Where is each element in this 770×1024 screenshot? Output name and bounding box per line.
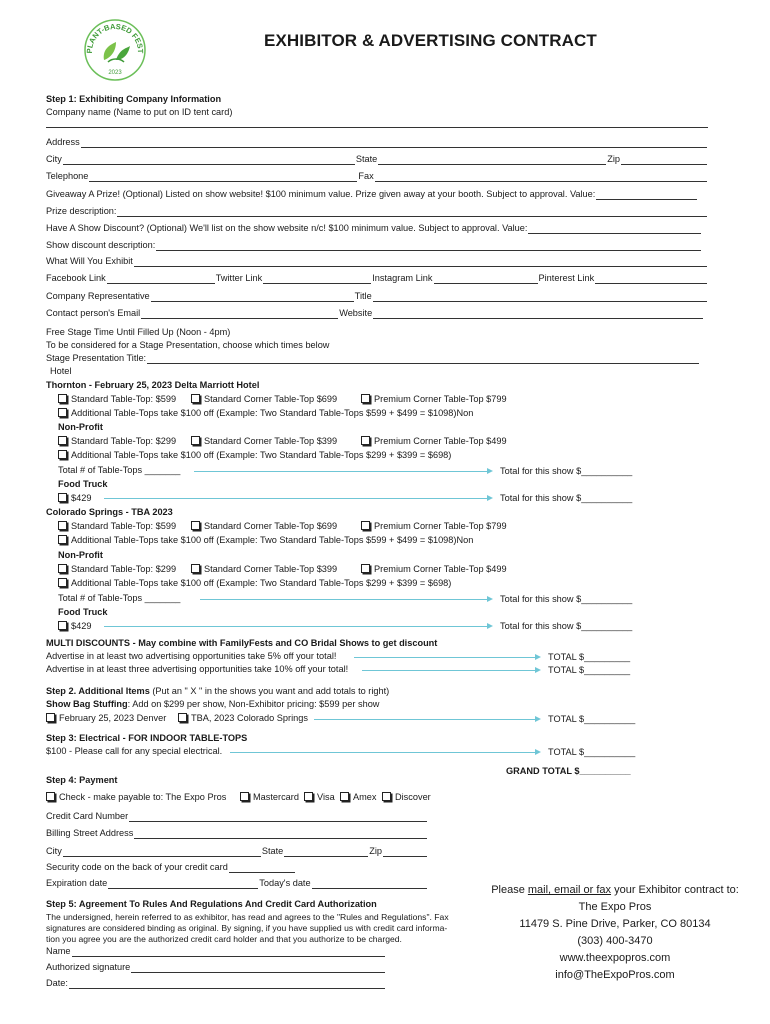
- payment-city-label: City: [46, 846, 62, 856]
- option-label: Premium Corner Table-Top $799: [374, 521, 507, 531]
- show2-food-truck-heading: Food Truck: [58, 607, 108, 617]
- checkbox-icon[interactable]: [58, 450, 67, 459]
- option-label: Standard Table-Top: $299: [71, 436, 177, 446]
- email-field[interactable]: [141, 309, 338, 319]
- discount-desc-label: Show discount description:: [46, 240, 156, 250]
- show1-np-premium-option[interactable]: [361, 436, 507, 447]
- show2-nonprofit-heading: Non-Profit: [58, 550, 103, 560]
- option-label: Visa: [317, 792, 335, 802]
- signature-row: [46, 962, 386, 973]
- show2-additional-option[interactable]: [58, 535, 473, 546]
- website-field[interactable]: [373, 309, 703, 319]
- checkbox-icon[interactable]: [304, 792, 313, 801]
- option-label: Standard Corner Table-Top $699: [204, 521, 338, 531]
- arrow-icon: [200, 599, 488, 600]
- payment-zip-field[interactable]: [383, 847, 427, 857]
- giveaway-label: Giveaway A Prize! (Optional) Listed on show website! $100 minimum value. Prize given away at your booth. Subject to approval. Value:: [46, 189, 596, 199]
- rep-title-label: Title: [354, 291, 372, 301]
- security-row: [46, 862, 296, 873]
- rep-label: Company Representative: [46, 291, 150, 301]
- logo-year: 2023: [108, 70, 122, 76]
- arrow-icon: [354, 657, 536, 658]
- expiration-label: Expiration date: [46, 878, 108, 888]
- show2-food-total[interactable]: Total for this show $__________: [500, 621, 633, 631]
- discount-desc-field[interactable]: [156, 241, 701, 251]
- giveaway-value-field[interactable]: [596, 190, 697, 200]
- pay-discover-option[interactable]: [382, 792, 431, 803]
- option-label: Amex: [353, 792, 377, 802]
- instagram-field[interactable]: [434, 274, 538, 284]
- prize-desc-row: [46, 206, 708, 217]
- twitter-field[interactable]: [263, 274, 371, 284]
- bag-stuffing-bold: Show Bag Stuffing: [46, 699, 128, 709]
- discount-row: [46, 223, 702, 234]
- rep-title-field[interactable]: [373, 292, 707, 302]
- billing-label: Billing Street Address: [46, 828, 134, 838]
- email-row: [46, 308, 704, 319]
- show1-np-std-option[interactable]: [58, 436, 176, 447]
- arrow-icon: [104, 498, 488, 499]
- prize-desc-label: Prize description:: [46, 206, 117, 216]
- option-label: Check - make payable to: The Expo Pros: [59, 792, 227, 802]
- multi-three: Advertise in at least three advertising opportunities take 10% off your total!: [46, 664, 349, 674]
- stage-title-field[interactable]: [147, 354, 699, 364]
- contact-phone: (303) 400-3470: [577, 935, 653, 947]
- checkbox-icon[interactable]: [361, 436, 370, 445]
- payment-zip-label: Zip: [369, 846, 383, 856]
- security-label: Security code on the back of your credit card: [46, 862, 228, 872]
- show1-premium-option[interactable]: [361, 394, 507, 405]
- contact-address: 11479 S. Pine Drive, Parker, CO 80134: [519, 918, 711, 930]
- step2-heading: [46, 686, 389, 697]
- fax-label: Fax: [358, 171, 374, 181]
- logo-top-text: PLANT-BASED FEST: [84, 21, 146, 54]
- pay-mastercard-option[interactable]: [240, 792, 299, 803]
- show1-additional-option[interactable]: [58, 408, 473, 419]
- city-label: City: [46, 154, 62, 164]
- arrow-icon: [194, 471, 488, 472]
- contact-please: Please: [491, 884, 528, 896]
- show2-heading: Colorado Springs - TBA 2023: [46, 507, 173, 517]
- option-label: Additional Table-Tops take $100 off (Example: Two Standard Table-Tops $599 + $499 = $1098)Non: [71, 408, 474, 418]
- grand-total[interactable]: GRAND TOTAL $__________: [506, 766, 631, 776]
- checkbox-icon[interactable]: [361, 394, 370, 403]
- pinterest-field[interactable]: [595, 274, 707, 284]
- multi-heading: MULTI DISCOUNTS - May combine with FamilyFests and CO Bridal Shows to get discount: [46, 638, 438, 648]
- option-label: Additional Table-Tops take $100 off (Example: Two Standard Table-Tops $599 + $499 = $1098)Non: [71, 535, 474, 545]
- stage-title-label: Stage Presentation Title:: [46, 353, 147, 363]
- address-label: Address: [46, 137, 80, 147]
- cc-number-label: Credit Card Number: [46, 811, 129, 821]
- signature-label: Authorized signature: [46, 962, 131, 972]
- step2-total[interactable]: TOTAL $__________: [548, 714, 636, 724]
- multi-total-2[interactable]: TOTAL $_________: [548, 665, 631, 675]
- billing-field[interactable]: [134, 829, 427, 839]
- date-row: [46, 978, 386, 989]
- telephone-row: [46, 171, 708, 182]
- website-label: Website: [339, 308, 373, 318]
- option-label: Additional Table-Tops take $100 off (Example: Two Standard Table-Tops $299 + $399 = $698): [71, 450, 452, 460]
- security-field[interactable]: [229, 863, 295, 873]
- company-name-label: Company name (Name to put on ID tent card): [46, 107, 233, 117]
- agreement-line-2: signatures are considered binding as original. By signing, if you have supplied us with credit card informa-: [46, 923, 448, 933]
- option-label: Premium Corner Table-Top $799: [374, 394, 507, 404]
- stage-title-row: [46, 353, 700, 364]
- rep-row: [46, 291, 708, 302]
- checkbox-icon[interactable]: [191, 564, 200, 573]
- contact-methods-link[interactable]: mail, email or fax: [527, 884, 612, 896]
- electrical-line: $100 - Please call for any special electrical.: [46, 746, 223, 756]
- contact-block: [470, 882, 760, 984]
- option-label: Additional Table-Tops take $100 off (Example: Two Standard Table-Tops $299 + $399 = $698): [71, 578, 452, 588]
- fax-field[interactable]: [375, 172, 707, 182]
- checkbox-icon[interactable]: [382, 792, 391, 801]
- option-label: Standard Table-Top: $599: [71, 521, 177, 531]
- telephone-field[interactable]: [89, 172, 357, 182]
- social-row: [46, 273, 708, 284]
- email-label: Contact person's Email: [46, 308, 141, 318]
- stage-line-2: To be considered for a Stage Presentation, choose which times below: [46, 340, 330, 350]
- show1-np-additional-option[interactable]: [58, 450, 451, 461]
- address-field[interactable]: [81, 138, 707, 148]
- multi-total-1[interactable]: TOTAL $_________: [548, 652, 631, 662]
- city-field[interactable]: [63, 155, 355, 165]
- company-name-field[interactable]: [46, 127, 708, 128]
- show2-np-corner-option[interactable]: [191, 564, 337, 575]
- cc-number-row: [46, 811, 428, 822]
- show2-std-option[interactable]: [58, 521, 176, 532]
- checkbox-icon[interactable]: [191, 521, 200, 530]
- bag-option-denver[interactable]: [46, 713, 166, 724]
- show1-corner-option[interactable]: [191, 394, 337, 405]
- date-field[interactable]: [69, 979, 385, 989]
- zip-field[interactable]: [621, 155, 707, 165]
- checkbox-icon[interactable]: [361, 521, 370, 530]
- today-field[interactable]: [312, 879, 427, 889]
- arrow-icon: [362, 670, 536, 671]
- arrow-icon: [104, 626, 488, 627]
- state-label: State: [355, 154, 378, 164]
- option-label: $429: [71, 621, 92, 631]
- expiration-row: [46, 878, 428, 889]
- option-label: TBA, 2023 Colorado Springs: [191, 713, 308, 723]
- name-row: [46, 946, 386, 957]
- show1-total-tabletops[interactable]: Total # of Table-Tops _______: [58, 465, 181, 475]
- show1-food-truck-heading: Food Truck: [58, 479, 108, 489]
- show1-food-option[interactable]: [58, 493, 91, 504]
- checkbox-icon[interactable]: [58, 621, 67, 630]
- show1-std-option[interactable]: [58, 394, 176, 405]
- pay-amex-option[interactable]: [340, 792, 377, 803]
- city-row: [46, 154, 708, 165]
- step3-heading: Step 3: Electrical - FOR INDOOR TABLE-TOPS: [46, 733, 248, 743]
- show2-np-std-option[interactable]: [58, 564, 176, 575]
- today-label: Today's date: [259, 878, 311, 888]
- step2-heading-bold: Step 2. Additional Items: [46, 686, 150, 696]
- checkbox-icon[interactable]: [46, 713, 55, 722]
- cc-number-field[interactable]: [129, 812, 427, 822]
- option-label: Mastercard: [253, 792, 299, 802]
- address-row: [46, 137, 708, 148]
- option-label: Standard Corner Table-Top $699: [204, 394, 338, 404]
- option-label: Standard Table-Top: $599: [71, 394, 177, 404]
- discount-value-field[interactable]: [528, 224, 701, 234]
- step4-heading: Step 4: Payment: [46, 775, 118, 785]
- multi-two: Advertise in at least two advertising opportunities take 5% off your total!: [46, 651, 337, 661]
- checkbox-icon[interactable]: [240, 792, 249, 801]
- show2-premium-option[interactable]: [361, 521, 507, 532]
- option-label: Premium Corner Table-Top $499: [374, 436, 507, 446]
- exhibit-row: [46, 256, 708, 267]
- show2-corner-option[interactable]: [191, 521, 337, 532]
- show1-total[interactable]: Total for this show $__________: [500, 466, 633, 476]
- discount-label: Have A Show Discount? (Optional) We'll list on the show website n/c! $100 minimum value. Subject to approval. Value:: [46, 223, 528, 233]
- name-label: Name: [46, 946, 71, 956]
- contact-company: The Expo Pros: [578, 901, 652, 913]
- contact-rest: your Exhibitor contract to:: [611, 884, 739, 896]
- contact-web[interactable]: www.theexpopros.com: [559, 952, 671, 964]
- plant-based-fest-logo-icon: [80, 18, 150, 82]
- checkbox-icon[interactable]: [58, 564, 67, 573]
- show1-nonprofit-heading: Non-Profit: [58, 422, 103, 432]
- show2-np-additional-option[interactable]: [58, 578, 451, 589]
- zip-label: Zip: [607, 154, 621, 164]
- logo: [80, 18, 150, 82]
- arrow-icon: [314, 719, 536, 720]
- show1-food-total[interactable]: Total for this show $__________: [500, 493, 633, 503]
- instagram-label: Instagram Link: [372, 273, 433, 283]
- payment-city-row: [46, 846, 428, 857]
- payment-city-field[interactable]: [63, 847, 261, 857]
- bag-stuffing-line: [46, 699, 379, 710]
- show2-np-premium-option[interactable]: [361, 564, 507, 575]
- checkbox-icon[interactable]: [58, 521, 67, 530]
- billing-row: [46, 828, 428, 839]
- discount-desc-row: [46, 240, 702, 251]
- show1-np-corner-option[interactable]: [191, 436, 337, 447]
- checkbox-icon[interactable]: [58, 578, 67, 587]
- checkbox-icon[interactable]: [58, 535, 67, 544]
- checkbox-icon[interactable]: [58, 408, 67, 417]
- checkbox-icon[interactable]: [46, 792, 55, 801]
- pay-check-option[interactable]: [46, 792, 226, 803]
- exhibit-field[interactable]: [134, 257, 707, 267]
- telephone-label: Telephone: [46, 171, 89, 181]
- step2-heading-rest: (Put an " X " in the shows you want and add totals to right): [149, 686, 390, 696]
- contact-intro: [470, 882, 760, 899]
- stage-line-1: Free Stage Time Until Filled Up (Noon - 4pm): [46, 327, 231, 337]
- agreement-line-3: tion you agree you are the authorized credit card holder and that you authorize to be charged.: [46, 934, 402, 944]
- option-label: Standard Corner Table-Top $399: [204, 564, 338, 574]
- option-label: $429: [71, 493, 92, 503]
- pay-visa-option[interactable]: [304, 792, 335, 803]
- option-label: Discover: [395, 792, 431, 802]
- hotel-label: Hotel: [50, 366, 72, 376]
- page-title: EXHIBITOR & ADVERTISING CONTRACT: [264, 31, 597, 50]
- exhibit-label: What Will You Exhibit: [46, 256, 133, 266]
- checkbox-icon[interactable]: [58, 493, 67, 502]
- name-field[interactable]: [72, 947, 385, 957]
- step5-heading: Step 5: Agreement To Rules And Regulations And Credit Card Authorization: [46, 899, 377, 909]
- payment-state-field[interactable]: [284, 847, 368, 857]
- checkbox-icon[interactable]: [178, 713, 187, 722]
- agreement-line-1: The undersigned, herein referred to as exhibitor, has read and agrees to the "Rules and Regulations". Fax: [46, 912, 449, 922]
- payment-state-label: State: [261, 846, 284, 856]
- checkbox-icon[interactable]: [191, 394, 200, 403]
- arrow-icon: [230, 752, 536, 753]
- bag-option-springs[interactable]: [178, 713, 308, 724]
- option-label: Premium Corner Table-Top $499: [374, 564, 507, 574]
- twitter-label: Twitter Link: [215, 273, 263, 283]
- pinterest-label: Pinterest Link: [538, 273, 595, 283]
- facebook-label: Facebook Link: [46, 273, 106, 283]
- checkbox-icon[interactable]: [191, 436, 200, 445]
- show2-total-tabletops[interactable]: Total # of Table-Tops _______: [58, 593, 181, 603]
- step1-heading: Step 1: Exhibiting Company Information: [46, 94, 222, 104]
- option-label: Standard Table-Top: $299: [71, 564, 177, 574]
- facebook-field[interactable]: [107, 274, 215, 284]
- signature-field[interactable]: [131, 963, 385, 973]
- option-label: February 25, 2023 Denver: [59, 713, 167, 723]
- prize-desc-field[interactable]: [117, 207, 707, 217]
- checkbox-icon[interactable]: [361, 564, 370, 573]
- show2-total[interactable]: Total for this show $__________: [500, 594, 633, 604]
- show2-food-option[interactable]: [58, 621, 91, 632]
- rep-field[interactable]: [151, 292, 354, 302]
- step3-total[interactable]: TOTAL $__________: [548, 747, 636, 757]
- expiration-field[interactable]: [108, 879, 258, 889]
- option-label: Standard Corner Table-Top $399: [204, 436, 338, 446]
- checkbox-icon[interactable]: [340, 792, 349, 801]
- date-label: Date:: [46, 978, 68, 988]
- show1-heading: Thornton - February 25, 2023 Delta Marriott Hotel: [46, 380, 260, 390]
- contact-email[interactable]: info@TheExpoPros.com: [555, 969, 675, 981]
- state-field[interactable]: [378, 155, 606, 165]
- checkbox-icon[interactable]: [58, 394, 67, 403]
- giveaway-row: [46, 189, 698, 200]
- checkbox-icon[interactable]: [58, 436, 67, 445]
- bag-stuffing-rest: : Add on $299 per show, Non-Exhibitor pricing: $599 per show: [127, 699, 380, 709]
